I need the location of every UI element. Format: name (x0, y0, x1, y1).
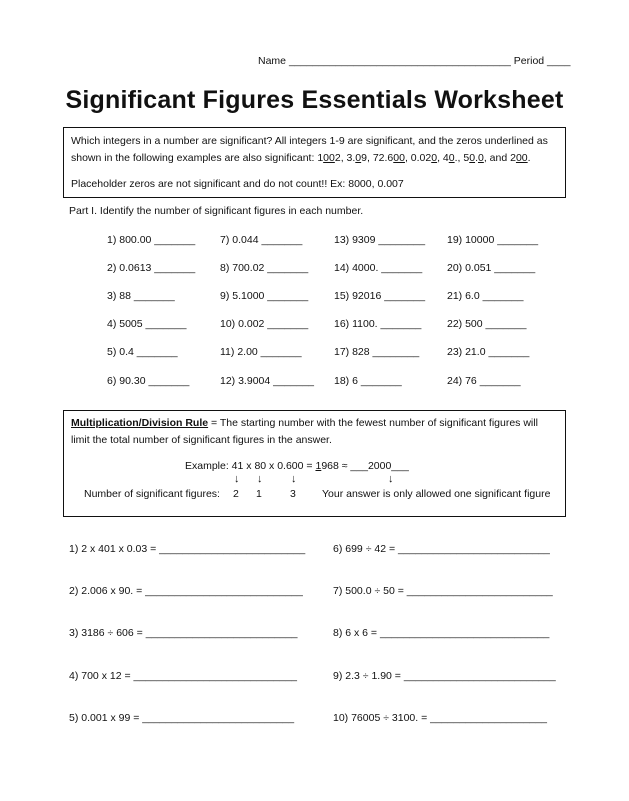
calculation-problem[interactable]: 8) 6 x 6 = _____________________________ (333, 627, 550, 639)
example-number: 1002 (317, 152, 341, 164)
intro-box (63, 127, 566, 198)
sigfig-question[interactable]: 19) 10000 _______ (447, 234, 539, 246)
sigfig-question[interactable]: 9) 5.1000 _______ (220, 290, 309, 302)
sigfig-question[interactable]: 1) 800.00 _______ (107, 234, 196, 246)
example-number: 72.600 (372, 152, 405, 164)
answer-note: Your answer is only allowed one significant figure (322, 488, 551, 500)
example-first-digit: 1 (315, 460, 322, 472)
arrow-down-icon: ↓ (388, 473, 394, 485)
rule-title: Multiplication/Division Rule (71, 417, 209, 429)
calculation-problem[interactable]: 7) 500.0 ÷ 50 = _________________________ (333, 585, 553, 597)
count-value: 1 (256, 488, 262, 500)
rule-text-2: limit the total number of significant figures in the answer. (71, 434, 332, 446)
page-title: Significant Figures Essentials Worksheet (65, 86, 564, 114)
sigfig-question[interactable]: 11) 2.00 _______ (220, 346, 302, 358)
rule-text-1: = The starting number with the fewest number of significant figures will (208, 417, 538, 429)
calculation-problem[interactable]: 6) 699 ÷ 42 = __________________________ (333, 543, 550, 555)
example-number: 40. (442, 152, 458, 164)
intro-prefix: shown in the following examples are also significant: (71, 152, 318, 164)
sigfig-question[interactable]: 17) 828 ________ (334, 346, 420, 358)
name-field[interactable] (258, 55, 570, 67)
sigfig-question[interactable]: 10) 0.002 _______ (220, 318, 309, 330)
rule-line-1 (71, 417, 538, 429)
sigfig-question[interactable]: 14) 4000. _______ (334, 262, 423, 274)
count-value: 3 (290, 488, 296, 500)
intro-line-1: Which integers in a number are significant? All integers 1-9 are significant, and the zeros underlined as (71, 135, 548, 147)
calculation-problem[interactable]: 2) 2.006 x 90. = ___________________________ (69, 585, 303, 597)
sigfig-question[interactable]: 21) 6.0 _______ (447, 290, 524, 302)
example-rest: 968 ≈ ___2000___ (321, 460, 409, 472)
arrow-down-icon: ↓ (257, 473, 263, 485)
example-number: 0.020 (410, 152, 438, 164)
name-blank[interactable]: ______________________________________ (288, 55, 511, 67)
name-label: Name (258, 55, 287, 67)
sigfig-question[interactable]: 16) 1100. _______ (334, 318, 422, 330)
calculation-problem[interactable]: 10) 76005 ÷ 3100. = ____________________ (333, 712, 547, 724)
sigfig-question[interactable]: 4) 5005 _______ (107, 318, 187, 330)
count-label: Number of significant figures: (84, 488, 220, 500)
sigfig-question[interactable]: 8) 700.02 _______ (220, 262, 309, 274)
intro-line-2 (71, 152, 531, 164)
calculation-problem[interactable]: 1) 2 x 401 x 0.03 = _________________________ (69, 543, 306, 555)
count-value: 2 (233, 488, 239, 500)
sigfig-question[interactable]: 24) 76 _______ (447, 375, 521, 387)
arrow-down-icon: ↓ (234, 473, 240, 485)
period-label: Period (513, 55, 545, 67)
sigfig-question[interactable]: 5) 0.4 _______ (107, 346, 178, 358)
example-number: 3.09 (346, 152, 367, 164)
period-blank[interactable]: ____ (547, 55, 571, 67)
sigfig-question[interactable]: 15) 92016 _______ (334, 290, 426, 302)
calculation-problem[interactable]: 3) 3186 ÷ 606 = __________________________ (69, 627, 298, 639)
arrow-down-icon: ↓ (291, 473, 297, 485)
rule-example (185, 460, 409, 472)
example-label: Example: 41 x 80 x 0.600 = (185, 460, 316, 472)
sigfig-question[interactable]: 3) 88 _______ (107, 290, 175, 302)
part1-instruction: Part I. Identify the number of significant figures in each number. (69, 205, 364, 217)
rule-box (63, 410, 566, 517)
sigfig-question[interactable]: 13) 9309 ________ (334, 234, 426, 246)
sigfig-question[interactable]: 2) 0.0613 _______ (107, 262, 196, 274)
sigfig-question[interactable]: 18) 6 _______ (334, 375, 402, 387)
sigfig-question[interactable]: 7) 0.044 _______ (220, 234, 303, 246)
examples-list: 1002, 3.09, 72.600, 0.020, 40., 50.0, and 200. (317, 152, 531, 164)
sigfig-question[interactable]: 22) 500 _______ (447, 318, 527, 330)
calculation-problem[interactable]: 4) 700 x 12 = ____________________________ (69, 670, 298, 682)
example-number: 50.0 (463, 152, 484, 164)
placeholder-note: Placeholder zeros are not significant and do not count!! Ex: 8000, 0.007 (71, 178, 404, 190)
sigfig-question[interactable]: 20) 0.051 _______ (447, 262, 536, 274)
calculation-problem[interactable]: 9) 2.3 ÷ 1.90 = __________________________ (333, 670, 556, 682)
sigfig-question[interactable]: 6) 90.30 _______ (107, 375, 190, 387)
sigfig-question[interactable]: 23) 21.0 _______ (447, 346, 530, 358)
sigfig-question[interactable]: 12) 3.9004 _______ (220, 375, 315, 387)
example-number: 200. (510, 152, 531, 164)
calculation-problem[interactable]: 5) 0.001 x 99 = __________________________ (69, 712, 295, 724)
